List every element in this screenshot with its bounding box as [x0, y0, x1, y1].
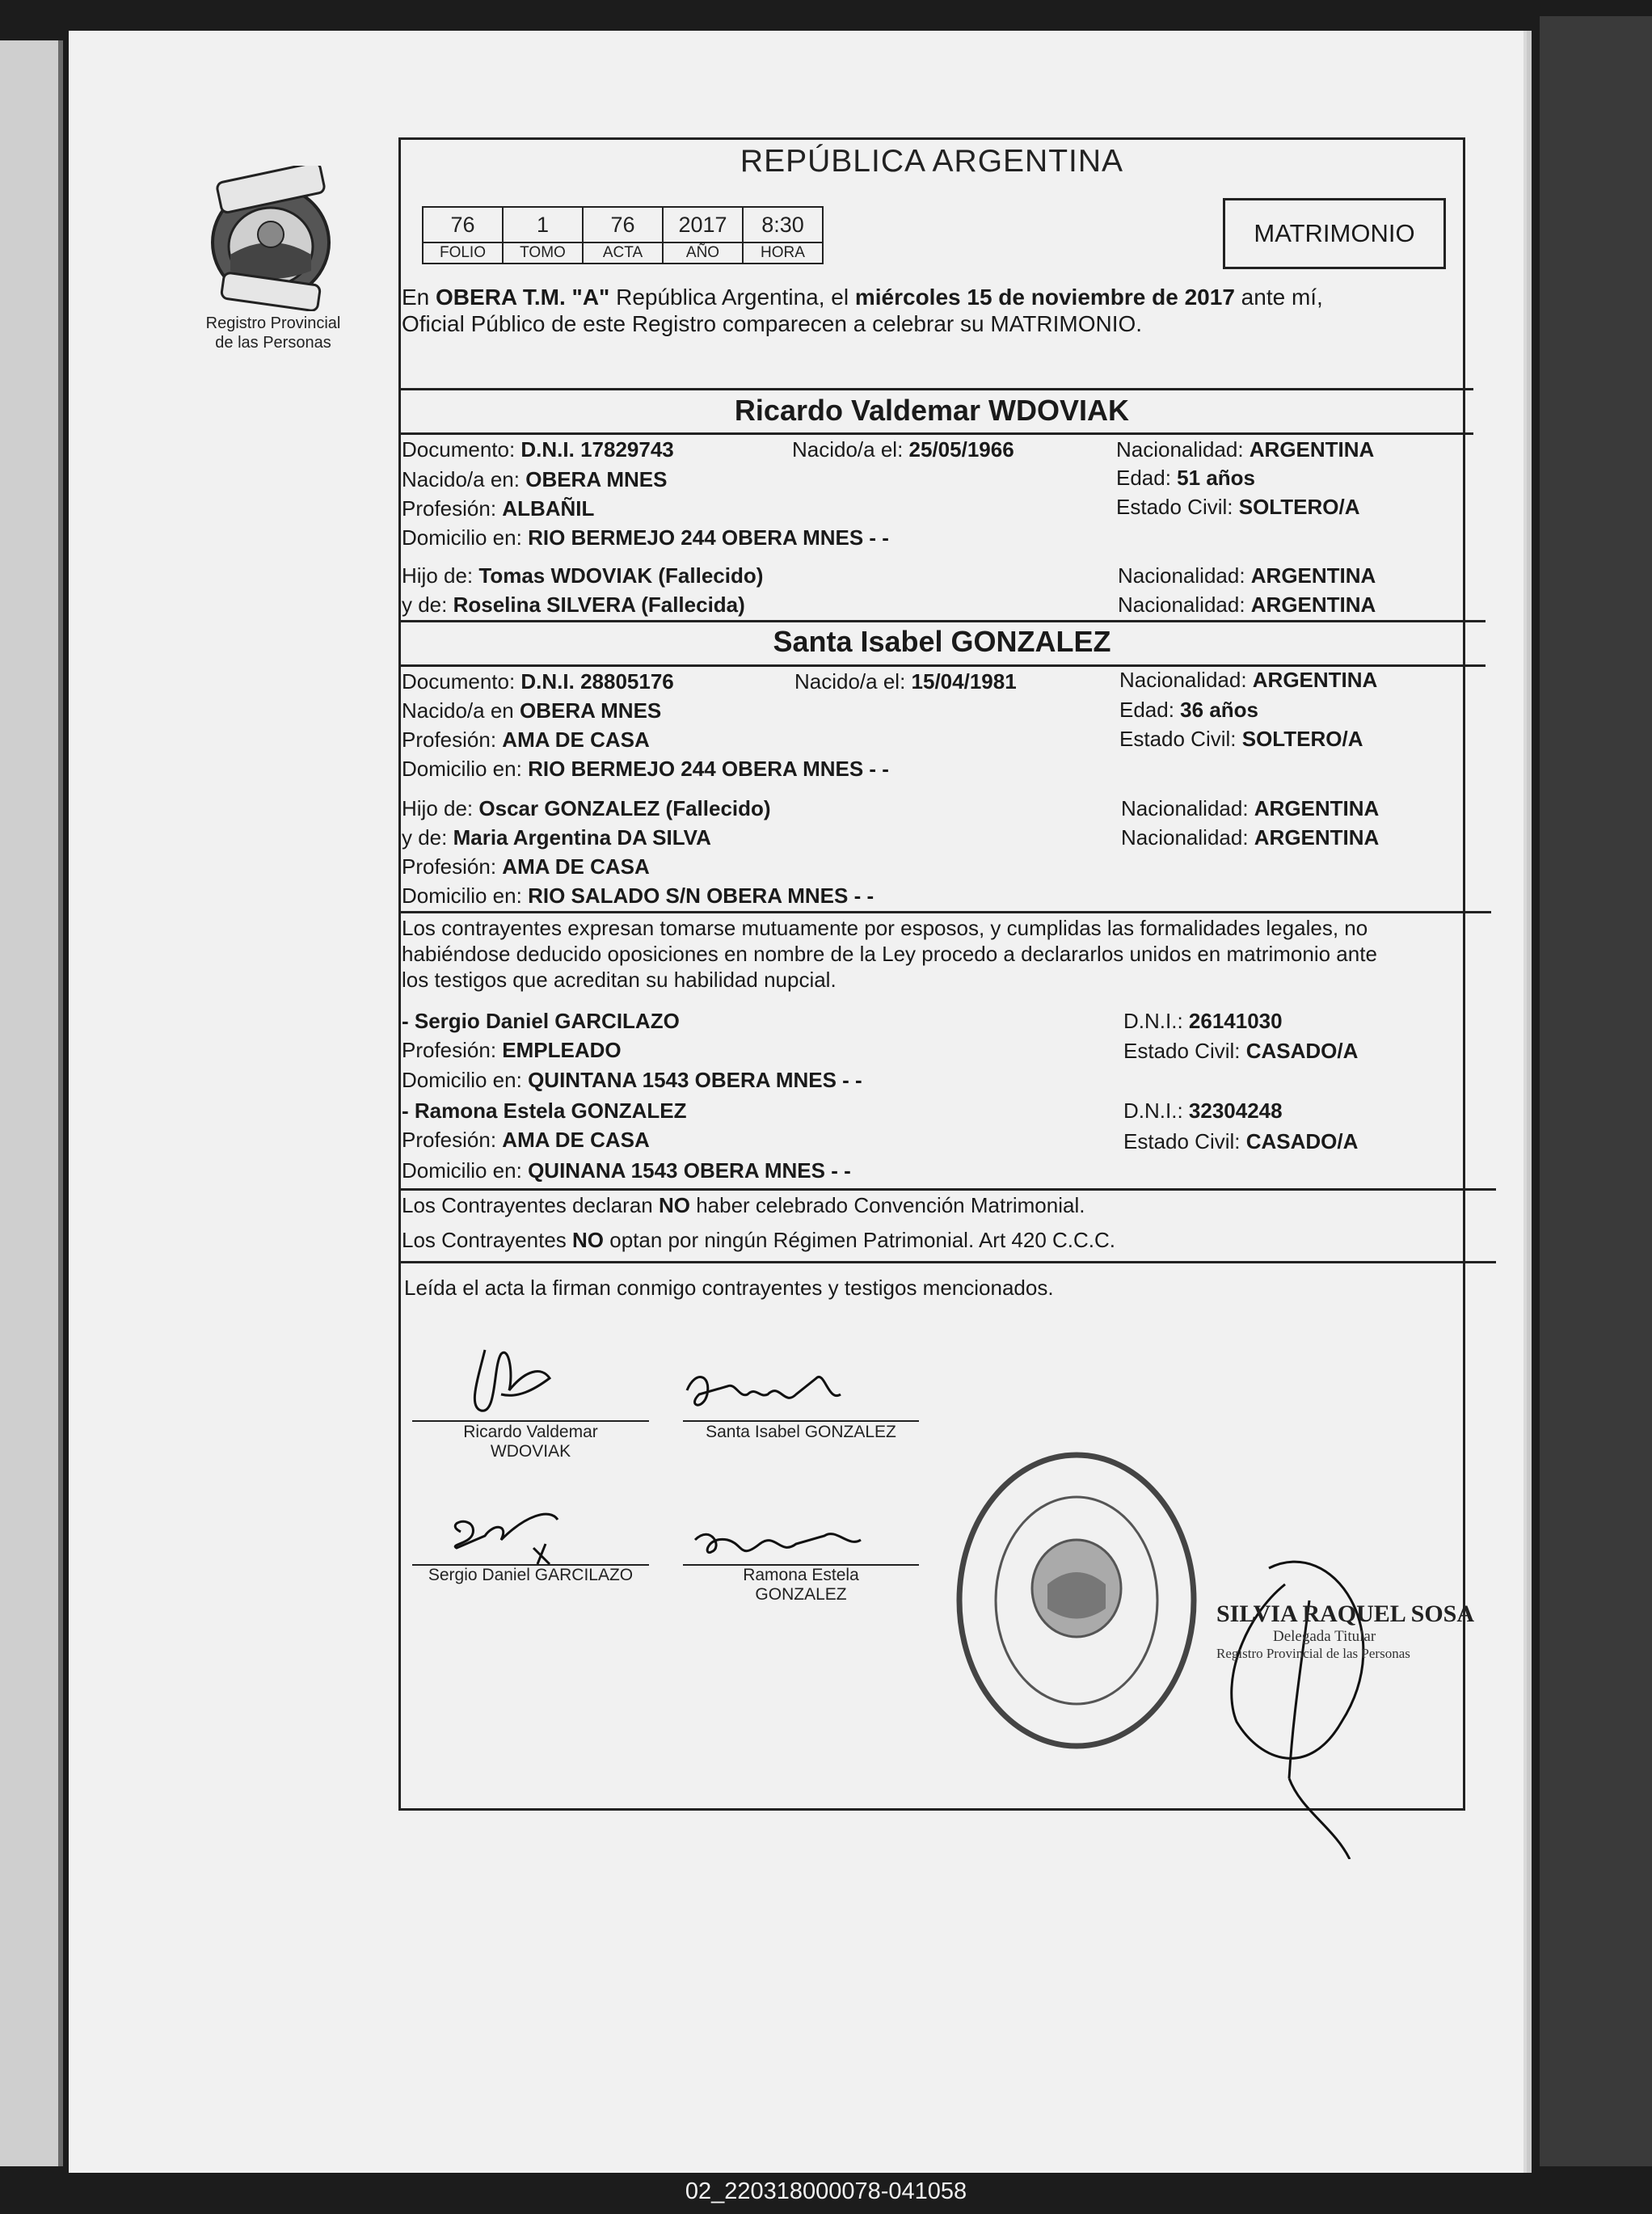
bride-document	[402, 668, 674, 694]
bride-mother	[402, 824, 711, 850]
divider	[398, 388, 1473, 390]
groom-father-nationality	[1118, 563, 1376, 588]
field-label: Documento:	[402, 437, 521, 462]
year-label: AÑO	[663, 242, 743, 264]
field-label: y de:	[402, 593, 453, 617]
signature-name: Ramona Estela	[743, 1566, 859, 1584]
groom-birth-date	[792, 436, 1014, 462]
intro-text: En	[402, 285, 436, 310]
signature-name: Sergio Daniel GARCILAZO	[428, 1566, 634, 1584]
bride-age	[1119, 697, 1258, 723]
groom-age	[1116, 465, 1255, 491]
field-value: OBERA MNES	[525, 467, 668, 491]
witness-2-name: - Ramona Estela GONZALEZ	[402, 1099, 687, 1123]
registry-label-line: de las Personas	[215, 334, 331, 352]
intro-text: República Argentina, el	[609, 285, 855, 310]
field-label: Nacionalidad:	[1118, 563, 1251, 588]
field-label: y de:	[402, 825, 453, 850]
signature-caption-bride	[683, 1423, 919, 1442]
signature-scribble-witness-1	[436, 1499, 590, 1568]
field-label: Nacido/a en	[402, 698, 520, 723]
field-label: Estado Civil:	[1123, 1039, 1246, 1063]
groom-address	[402, 525, 889, 550]
bride-nationality	[1119, 667, 1377, 693]
statement-text: haber celebrado Convención Matrimonial.	[689, 1193, 1085, 1217]
time-label: HORA	[743, 242, 823, 264]
witness-2-civil-status	[1123, 1128, 1358, 1154]
bride-civil-status	[1119, 726, 1363, 752]
field-value: CASADO/A	[1245, 1039, 1359, 1063]
field-value: Oscar GONZALEZ (Fallecido)	[478, 796, 771, 820]
statement-text: Los Contrayentes	[402, 1228, 573, 1252]
groom-profession	[402, 496, 594, 521]
tomo-value: 1	[503, 207, 583, 242]
witness-2-dni	[1123, 1098, 1283, 1124]
officer-role: Delegada Titular	[1273, 1628, 1376, 1645]
folio-value: 76	[423, 207, 503, 242]
bride-father	[402, 795, 771, 821]
declaration-line: Los contrayentes expresan tomarse mutuamente por esposos, y cumplidas las formalidades legales, no	[402, 916, 1368, 940]
field-label: Estado Civil:	[1123, 1129, 1246, 1153]
background-right	[1540, 16, 1652, 2166]
statement-emphasis: NO	[572, 1228, 605, 1252]
signature-scribble-groom	[453, 1334, 582, 1423]
signature-name: WDOVIAK	[490, 1442, 571, 1461]
field-value: ARGENTINA	[1249, 437, 1375, 462]
reference-table	[422, 206, 824, 264]
intro-line-1	[402, 285, 1323, 310]
field-label: Nacionalidad:	[1121, 825, 1254, 850]
bride-address	[402, 756, 889, 782]
witness-1-name: - Sergio Daniel GARCILAZO	[402, 1009, 680, 1033]
intro-place: OBERA T.M. "A"	[436, 285, 610, 310]
field-label: Nacido/a en:	[402, 467, 526, 491]
folio-label: FOLIO	[423, 242, 503, 264]
officer-signature-scribble	[1212, 1536, 1398, 1859]
signature-name: Santa Isabel GONZALEZ	[706, 1423, 896, 1441]
official-stamp-icon	[950, 1447, 1203, 1754]
field-value: ALBAÑIL	[502, 496, 595, 521]
field-label: Domicilio en:	[402, 525, 529, 550]
field-value: 32304248	[1188, 1099, 1283, 1123]
field-label: Profesión:	[402, 727, 503, 752]
document-type: MATRIMONIO	[1254, 219, 1415, 247]
field-value: Tomas WDOVIAK (Fallecido)	[478, 563, 764, 588]
divider	[398, 911, 1491, 913]
field-label: Estado Civil:	[1116, 495, 1239, 519]
field-label: Domicilio en:	[402, 1158, 529, 1183]
divider	[398, 1188, 1496, 1191]
field-value: RIO SALADO S/N OBERA MNES - -	[528, 883, 874, 908]
field-label: Edad:	[1119, 698, 1181, 722]
officer-block	[1216, 1600, 1474, 1662]
registry-label	[179, 314, 367, 352]
intro-date: miércoles 15 de noviembre de 2017	[854, 285, 1235, 310]
year-value: 2017	[663, 207, 743, 242]
witness-2-address	[402, 1158, 851, 1183]
field-value: QUINANA 1543 OBERA MNES - -	[528, 1158, 851, 1183]
left-page-edge	[0, 40, 63, 2166]
officer-office: Registro Provincial de las Personas	[1216, 1646, 1410, 1661]
regime-statement	[402, 1227, 1115, 1253]
groom-mother	[402, 592, 745, 618]
statement-text: optan por ningún Régimen Patrimonial. Art 420 C.C.C.	[604, 1228, 1116, 1252]
tomo-label: TOMO	[503, 242, 583, 264]
field-value: SOLTERO/A	[1238, 495, 1360, 519]
declaration-line: habiéndose deducido oposiciones en nombre de la Ley procedo a declararlos unidos en matrimonio ante	[402, 942, 1377, 966]
divider	[398, 432, 1473, 435]
field-label: Profesión:	[402, 1128, 503, 1152]
signature-line	[683, 1420, 919, 1422]
field-label: Profesión:	[402, 496, 503, 521]
field-label: D.N.I.:	[1123, 1099, 1189, 1123]
bride-name: Santa Isabel GONZALEZ	[773, 625, 1111, 658]
field-value: RIO BERMEJO 244 OBERA MNES - -	[528, 525, 889, 550]
field-label: Edad:	[1116, 466, 1178, 490]
acta-label: ACTA	[583, 242, 663, 264]
convention-statement	[402, 1192, 1085, 1218]
field-label: Hijo de:	[402, 563, 479, 588]
bride-birth-date	[794, 668, 1017, 694]
provincial-seal-icon	[194, 166, 348, 311]
registry-label-line: Registro Provincial	[205, 314, 341, 332]
bride-profession	[402, 727, 650, 753]
field-label: Profesión:	[402, 854, 503, 879]
field-value: ARGENTINA	[1250, 593, 1376, 617]
field-value: ARGENTINA	[1250, 563, 1376, 588]
field-value: CASADO/A	[1245, 1129, 1359, 1153]
signature-caption-witness-1	[412, 1566, 649, 1585]
signature-name: GONZALEZ	[755, 1585, 847, 1604]
witness-1-profession	[402, 1037, 622, 1063]
signature-name: Ricardo Valdemar	[463, 1423, 598, 1441]
field-value: D.N.I. 17829743	[520, 437, 674, 462]
witness-1-civil-status	[1123, 1038, 1358, 1064]
field-value: AMA DE CASA	[502, 854, 650, 879]
field-value: 15/04/1981	[911, 669, 1017, 694]
field-label: Profesión:	[402, 1038, 503, 1062]
field-label: Documento:	[402, 669, 521, 694]
bride-mother-address	[402, 883, 874, 909]
field-label: Domicilio en:	[402, 1068, 529, 1092]
field-value: AMA DE CASA	[502, 1128, 650, 1152]
field-label: Domicilio en:	[402, 757, 529, 781]
signature-caption-witness-2	[683, 1566, 919, 1605]
bride-birth-place	[402, 698, 661, 723]
bride-father-nationality	[1121, 795, 1379, 821]
statement-emphasis: NO	[658, 1193, 690, 1217]
field-label: Nacionalidad:	[1119, 668, 1253, 692]
field-value: QUINTANA 1543 OBERA MNES - -	[528, 1068, 862, 1092]
field-value: 25/05/1966	[908, 437, 1014, 462]
time-value: 8:30	[743, 207, 823, 242]
field-label: Nacionalidad:	[1118, 593, 1251, 617]
field-value: 36 años	[1180, 698, 1258, 722]
field-label: Estado Civil:	[1119, 727, 1242, 751]
field-label: Nacionalidad:	[1121, 796, 1254, 820]
field-value: ARGENTINA	[1252, 668, 1378, 692]
witness-2-profession	[402, 1127, 650, 1153]
groom-document	[402, 436, 674, 462]
intro-line-2: Oficial Público de este Registro comparecen a celebrar su MATRIMONIO.	[402, 311, 1143, 336]
field-value: OBERA MNES	[519, 698, 662, 723]
field-label: D.N.I.:	[1123, 1009, 1189, 1033]
intro-text: ante mí,	[1234, 285, 1323, 310]
statement-text: Los Contrayentes declaran	[402, 1193, 659, 1217]
field-value: EMPLEADO	[502, 1038, 622, 1062]
groom-birth-place	[402, 466, 668, 492]
field-label: Domicilio en:	[402, 883, 529, 908]
field-value: AMA DE CASA	[502, 727, 650, 752]
bride-mother-profession	[402, 854, 650, 879]
field-value: 26141030	[1188, 1009, 1283, 1033]
witness-1-dni	[1123, 1008, 1283, 1034]
field-value: D.N.I. 28805176	[520, 669, 674, 694]
country-heading: REPÚBLICA ARGENTINA	[740, 144, 1124, 179]
field-value: Roselina SILVERA (Fallecida)	[453, 593, 745, 617]
field-value: 51 años	[1177, 466, 1255, 490]
signature-line	[412, 1420, 649, 1422]
field-label: Nacionalidad:	[1116, 437, 1250, 462]
field-label: Hijo de:	[402, 796, 479, 820]
field-value: ARGENTINA	[1254, 796, 1380, 820]
groom-civil-status	[1116, 494, 1359, 520]
bride-mother-nationality	[1121, 824, 1379, 850]
divider	[398, 620, 1486, 622]
signature-caption-groom	[412, 1423, 649, 1461]
groom-father	[402, 563, 763, 588]
divider	[398, 1261, 1496, 1263]
officer-name: SILVIA RAQUEL SOSA	[1216, 1600, 1475, 1627]
field-label: Nacido/a el:	[794, 669, 912, 694]
groom-nationality	[1116, 436, 1374, 462]
read-note: Leída el acta la firman conmigo contrayentes y testigos mencionados.	[404, 1276, 1054, 1300]
field-value: RIO BERMEJO 244 OBERA MNES - -	[528, 757, 889, 781]
field-value: ARGENTINA	[1254, 825, 1380, 850]
field-value: SOLTERO/A	[1241, 727, 1363, 751]
groom-mother-nationality	[1118, 592, 1376, 618]
field-value: Maria Argentina DA SILVA	[453, 825, 711, 850]
field-label: Nacido/a el:	[792, 437, 909, 462]
witness-1-address	[402, 1067, 862, 1093]
footer-id: 02_220318000078-041058	[685, 2178, 967, 2204]
groom-name: Ricardo Valdemar WDOVIAK	[734, 394, 1130, 427]
document-type-box	[1223, 198, 1446, 269]
declaration-line: los testigos que acreditan su habilidad nupcial.	[402, 968, 837, 992]
acta-value: 76	[583, 207, 663, 242]
